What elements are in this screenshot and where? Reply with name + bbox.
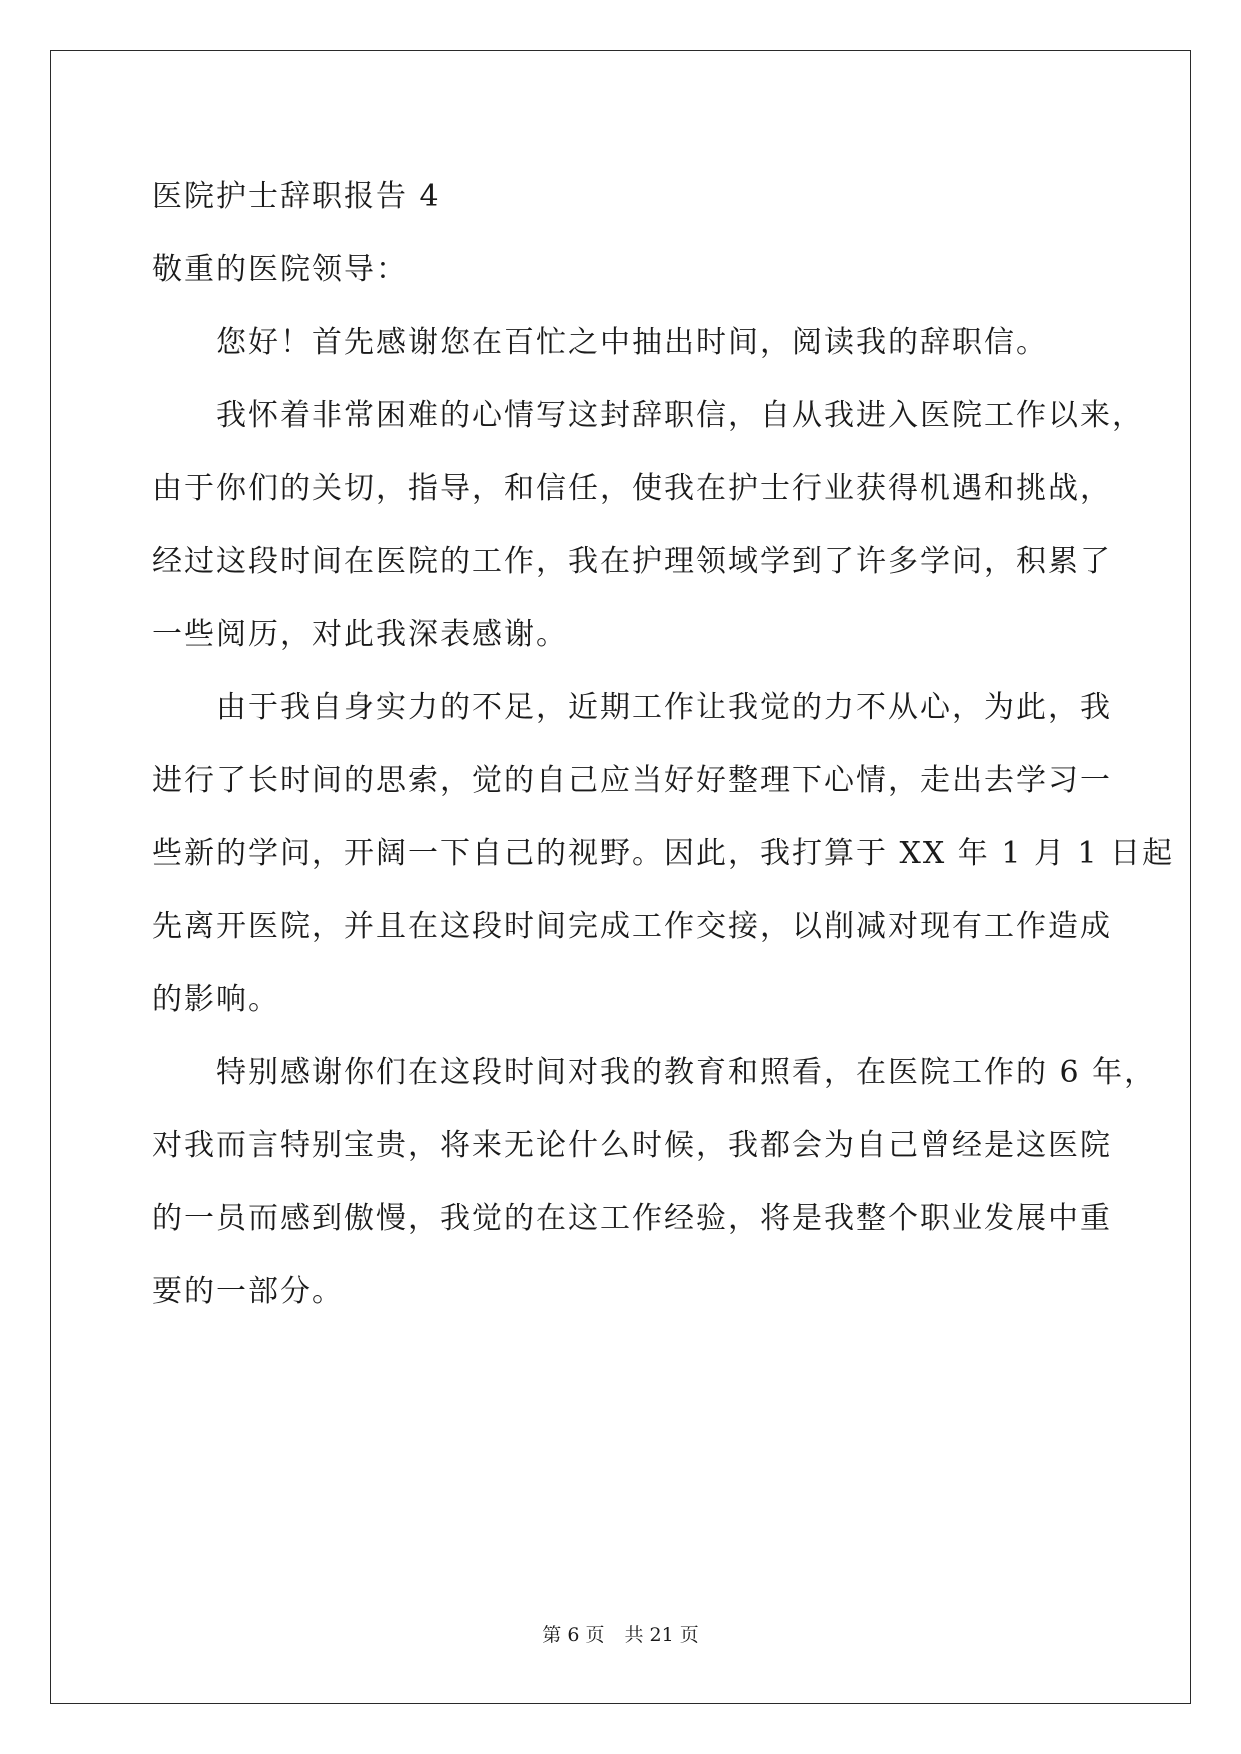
body-line: 经过这段时间在医院的工作，我在护理领域学到了许多学问，积累了 (152, 544, 1112, 579)
body-line: 对我而言特别宝贵，将来无论什么时候，我都会为自己曾经是这医院 (152, 1128, 1112, 1163)
body-line: 一些阅历，对此我深表感谢。 (152, 617, 568, 652)
body-line: 进行了长时间的思索，觉的自己应当好好整理下心情，走出去学习一 (152, 763, 1112, 798)
body-line: 由于你们的关切，指导，和信任，使我在护士行业获得机遇和挑战， (152, 471, 1112, 506)
page-footer (0, 1620, 1241, 1647)
document-body (152, 160, 1175, 1328)
letter-text (152, 306, 1175, 1328)
body-line: 先离开医院，并且在这段时间完成工作交接，以削减对现有工作造成 (152, 909, 1112, 944)
body-line: 的一员而感到傲慢，我觉的在这工作经验，将是我整个职业发展中重 (152, 1201, 1112, 1236)
body-line: 由于我自身实力的不足，近期工作让我觉的力不从心，为此，我 (216, 690, 1112, 725)
document-title: 医院护士辞职报告 4 (152, 179, 441, 214)
body-line: 您好！首先感谢您在百忙之中抽出时间，阅读我的辞职信。 (216, 325, 1048, 360)
page-number: 第 6 页 (542, 1624, 605, 1646)
body-line: 的影响。 (152, 982, 280, 1017)
body-line: 我怀着非常困难的心情写这封辞职信，自从我进入医院工作以来， (216, 398, 1144, 433)
body-line: 特别感谢你们在这段时间对我的教育和照看，在医院工作的 6 年， (216, 1055, 1157, 1090)
salutation: 敬重的医院领导： (152, 252, 408, 287)
page-total: 共 21 页 (624, 1624, 699, 1646)
body-line: 些新的学问，开阔一下自己的视野。因此，我打算于 XX 年 1 月 1 日起 (152, 836, 1175, 871)
body-line: 要的一部分。 (152, 1274, 344, 1309)
